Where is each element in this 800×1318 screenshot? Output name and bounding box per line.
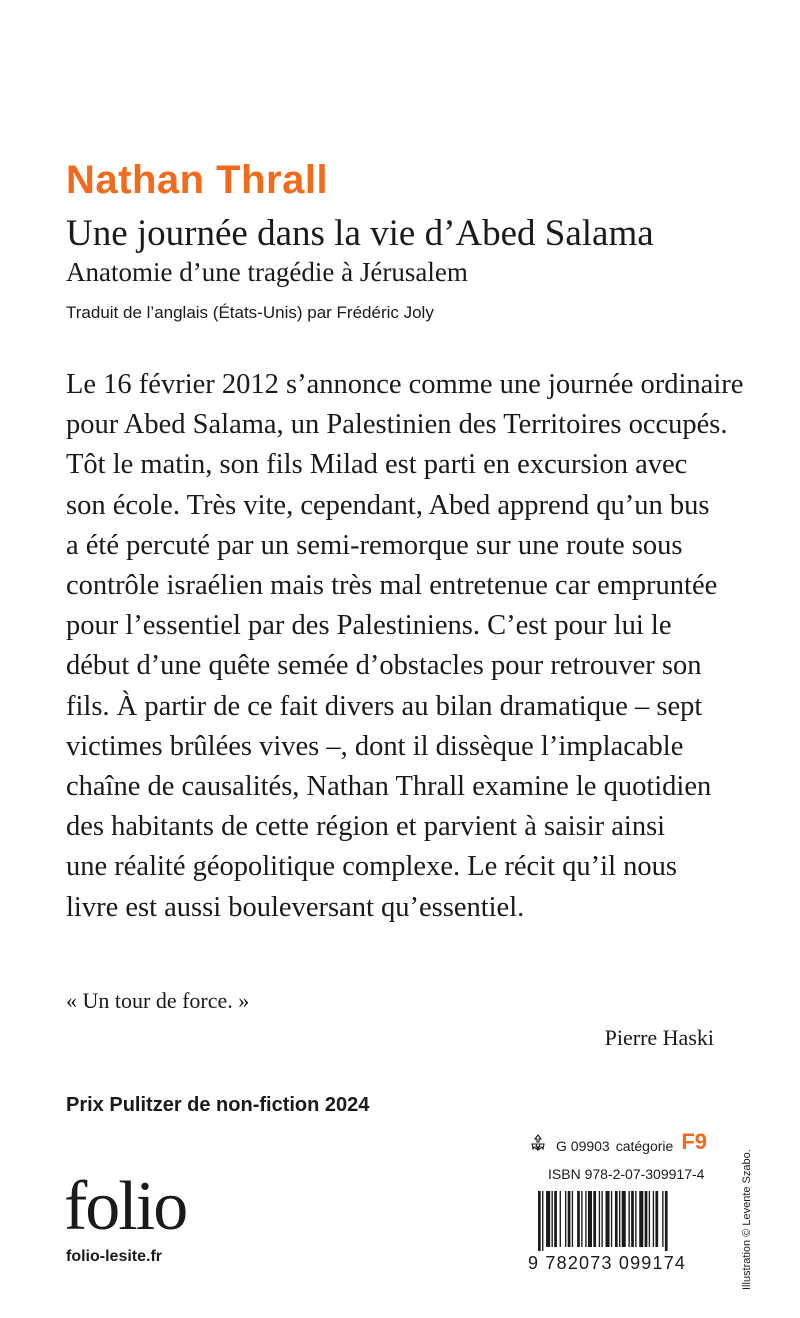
- barcode-bar: [568, 1191, 571, 1247]
- barcode-digits: 9 782073 099174: [528, 1253, 687, 1273]
- blurb-line: Tôt le matin, son fils Milad est parti en excursion avec: [66, 449, 688, 481]
- blurb-line: a été percuté par un semi-remorque sur une route sous: [66, 529, 683, 561]
- barcode-bar: [601, 1191, 602, 1247]
- book-title: Une journée dans la vie d’Abed Salama: [66, 213, 654, 254]
- catalog-code: G 09903: [556, 1138, 610, 1154]
- barcode-bar: [628, 1191, 629, 1247]
- blurb-line: pour l’essentiel par des Palestiniens. C’est pour lui le: [66, 610, 672, 642]
- barcode-bar: [546, 1191, 550, 1247]
- blurb-text: [66, 365, 744, 928]
- barcode-bar: [593, 1191, 596, 1247]
- blurb-line: victimes brûlées vives –, dont il dissèque l’implacable: [66, 730, 684, 762]
- blurb-line: début d’une quête semée d’obstacles pour retrouver son: [66, 650, 702, 682]
- blurb-line: fils. À partir de ce fait divers au bilan dramatique – sept: [66, 690, 703, 722]
- barcode-bar: [585, 1191, 586, 1247]
- blurb-line: Le 16 février 2012 s’annonce comme une journée ordinaire: [66, 369, 744, 400]
- prize-mention: Prix Pulitzer de non-fiction 2024: [66, 1094, 370, 1116]
- barcode-bar: [653, 1191, 654, 1247]
- barcode-bar: [631, 1191, 634, 1247]
- barcode-bar: [611, 1191, 612, 1247]
- barcode-bar: [622, 1191, 626, 1247]
- barcode-bar: [581, 1191, 582, 1247]
- barcode-bar: [565, 1191, 566, 1247]
- quote-author: Pierre Haski: [604, 1025, 714, 1050]
- blurb-line: des habitants de cette région et parvient à saisir ainsi: [66, 811, 666, 843]
- barcode-bar: [639, 1191, 643, 1247]
- blurb-line: contrôle israélien mais très mal entretenue car empruntée: [66, 570, 718, 602]
- barcode-bar: [560, 1191, 561, 1247]
- barcode-bar: [665, 1191, 668, 1251]
- catalog-line: [528, 1131, 707, 1153]
- barcode-bar: [615, 1191, 618, 1247]
- barcode-bar: [619, 1191, 620, 1247]
- author-name: Nathan Thrall: [66, 158, 329, 202]
- barcode-bar: [542, 1191, 543, 1251]
- publisher-logo: folio: [64, 1168, 187, 1245]
- barcode-bar: [538, 1191, 541, 1251]
- barcode-bar: [606, 1191, 610, 1247]
- barcode-bar: [554, 1191, 557, 1247]
- publisher-website: folio-lesite.fr: [66, 1248, 163, 1265]
- press-quote: « Un tour de force. »: [66, 988, 250, 1013]
- blurb-line: son école. Très vite, cependant, Abed apprend qu’un bus: [66, 489, 710, 521]
- barcode-bar: [662, 1191, 663, 1247]
- blurb-line: une réalité géopolitique complexe. Le récit qu’il nous: [66, 851, 677, 883]
- translator-credit: Traduit de l’anglais (États-Unis) par Frédéric Joly: [66, 303, 434, 322]
- blurb-line: chaîne de causalités, Nathan Thrall examine le quotidien: [66, 771, 712, 803]
- barcode-bar: [577, 1191, 580, 1247]
- barcode-bar: [552, 1191, 553, 1247]
- category-label: catégorie: [615, 1138, 674, 1154]
- illustration-credit: Illustration © Levente Szabo.: [741, 1149, 753, 1290]
- book-subtitle: Anatomie d’une tragédie à Jérusalem: [66, 257, 468, 287]
- blurb-line: livre est aussi bouleversant qu’essentiel.: [66, 891, 525, 923]
- barcode-bar: [655, 1191, 658, 1247]
- barcode-bar: [572, 1191, 573, 1247]
- isbn-number: ISBN 978-2-07-309917-4: [548, 1166, 705, 1182]
- barcode-bar: [588, 1191, 592, 1247]
- barcode-bar: [635, 1191, 636, 1247]
- category-badge: F9: [681, 1129, 707, 1154]
- recycle-legal-icon: [528, 1133, 548, 1153]
- barcode-bar: [649, 1191, 650, 1247]
- barcode-bar: [645, 1191, 648, 1247]
- barcode-bar: [599, 1191, 600, 1247]
- blurb-line: pour Abed Salama, un Palestinien des Territoires occupés.: [66, 409, 728, 441]
